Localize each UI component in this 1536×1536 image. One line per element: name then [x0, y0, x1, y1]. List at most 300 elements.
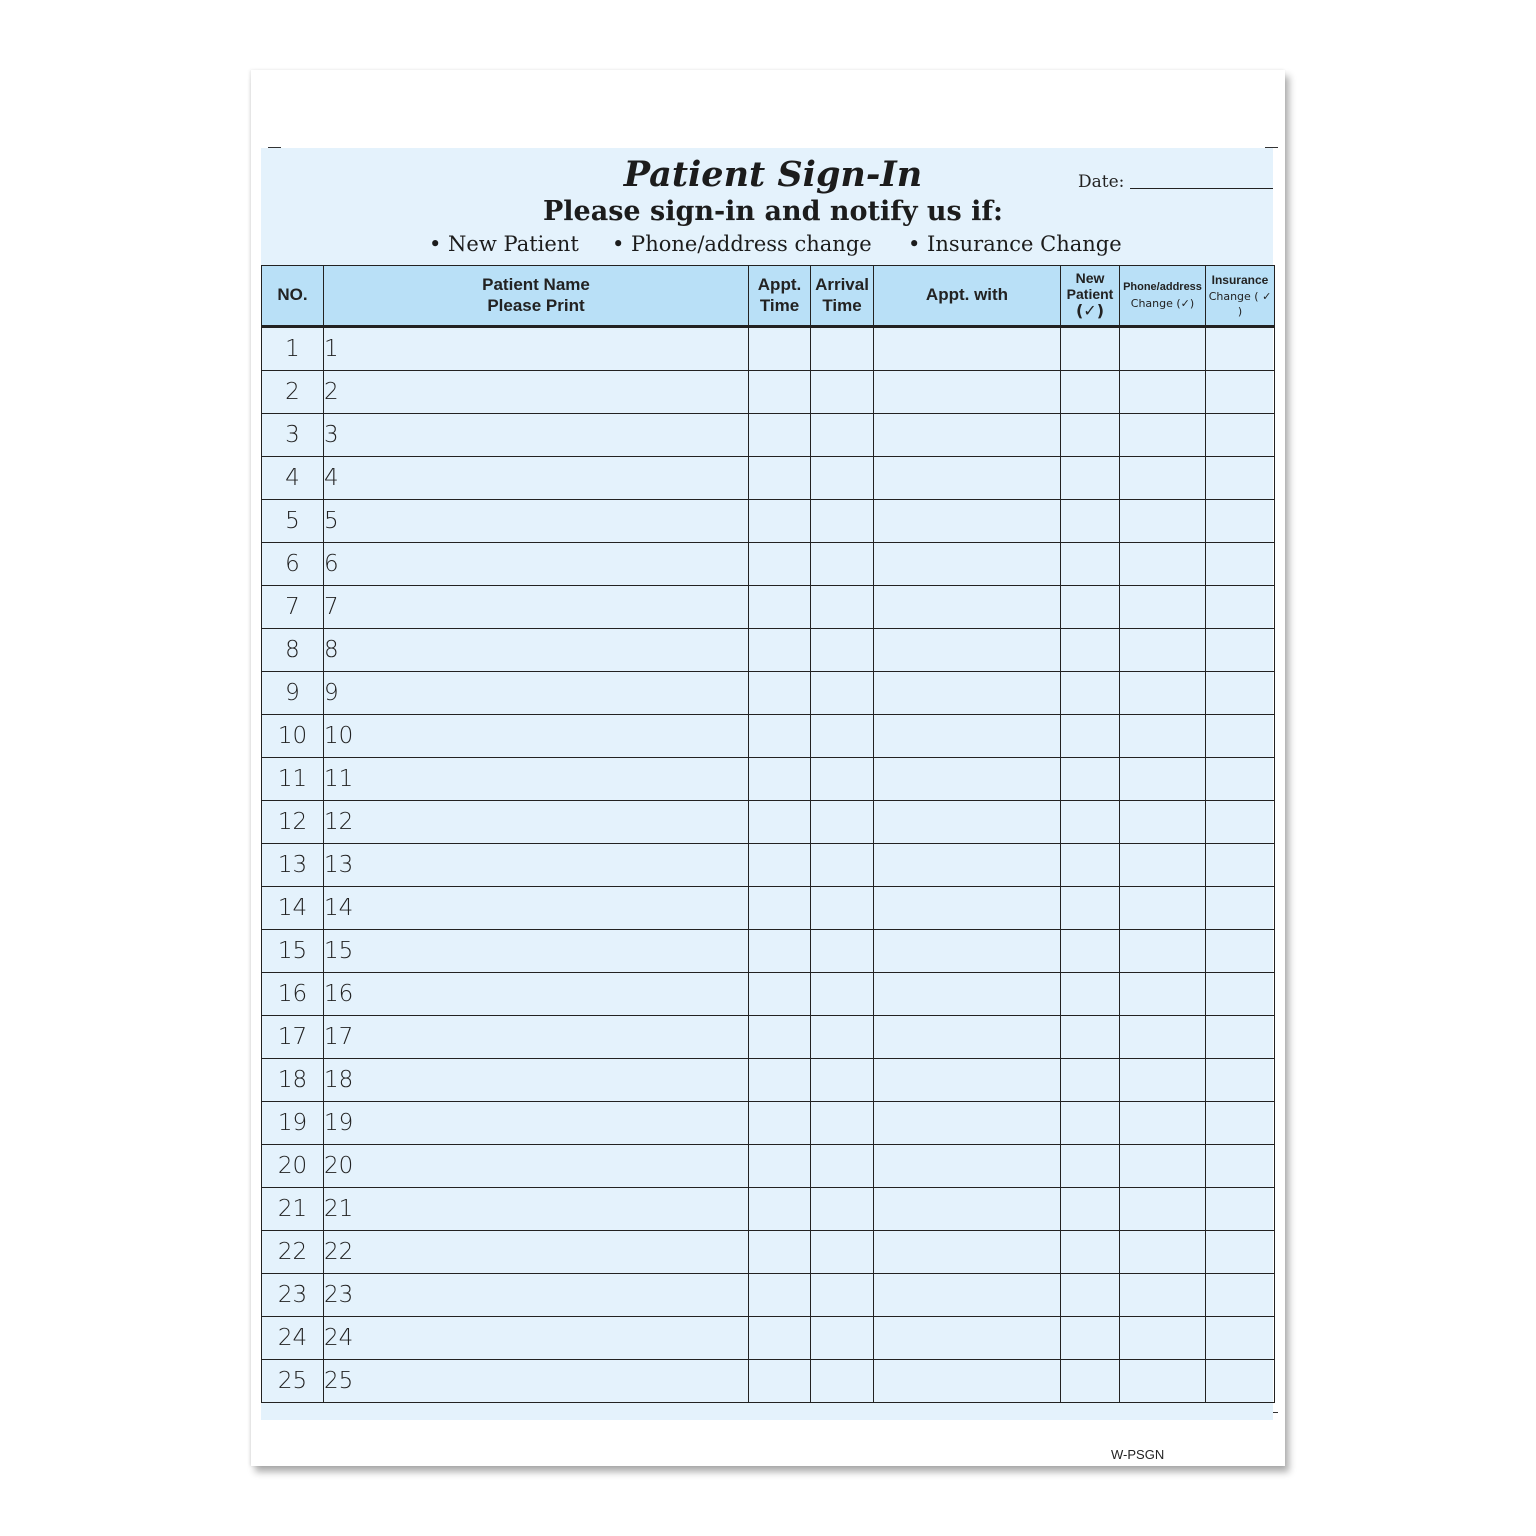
appt-with-cell[interactable]: [874, 1188, 1061, 1231]
appt-time-cell[interactable]: [749, 327, 811, 371]
table-row: [262, 1059, 1275, 1102]
appt-time-cell[interactable]: [749, 1059, 811, 1102]
row-number-cell: [262, 1274, 324, 1317]
insurance-check-cell[interactable]: [1206, 371, 1275, 414]
patient-name-cell[interactable]: [324, 887, 749, 930]
table-row: [262, 500, 1275, 543]
column-header-phone-address-change: [1120, 266, 1206, 327]
column-header-appt-with: [874, 266, 1061, 327]
row-number: 25: [277, 1368, 308, 1394]
table-row: [262, 801, 1275, 844]
new-patient-check-cell[interactable]: [1061, 500, 1120, 543]
new-patient-check-cell[interactable]: [1061, 887, 1120, 930]
row-number: 24: [277, 1325, 308, 1351]
insurance-check-cell[interactable]: [1206, 1059, 1275, 1102]
patient-name-row-number: 3: [324, 422, 339, 448]
column-header-new-patient-line2: Patient: [1066, 286, 1114, 303]
appt-with-cell[interactable]: [874, 801, 1061, 844]
insurance-check-cell[interactable]: [1206, 715, 1275, 758]
patient-name-cell[interactable]: [324, 457, 749, 500]
row-number-cell: [262, 1145, 324, 1188]
patient-name-row-number: 4: [324, 465, 339, 491]
row-number: 13: [277, 852, 308, 878]
row-number-cell: [262, 371, 324, 414]
appt-with-cell[interactable]: [874, 1059, 1061, 1102]
arrival-time-cell[interactable]: [811, 1317, 874, 1360]
patient-name-cell[interactable]: [324, 672, 749, 715]
row-number: 15: [277, 938, 308, 964]
patient-name-cell[interactable]: [324, 1360, 749, 1403]
insurance-check-cell[interactable]: [1206, 543, 1275, 586]
column-header-insurance-line1: Insurance: [1211, 272, 1269, 287]
form-code: W-PSGN: [1111, 1447, 1165, 1462]
arrival-time-cell[interactable]: [811, 1016, 874, 1059]
appt-with-cell[interactable]: [874, 973, 1061, 1016]
patient-name-row-number: 18: [324, 1067, 354, 1093]
appt-with-cell[interactable]: [874, 500, 1061, 543]
appt-time-cell[interactable]: [749, 973, 811, 1016]
row-number-cell: [262, 1360, 324, 1403]
new-patient-check-cell[interactable]: [1061, 801, 1120, 844]
column-header-insurance-line2: Change ( ✓ ): [1208, 289, 1272, 318]
appt-time-cell[interactable]: [749, 1231, 811, 1274]
patient-name-cell[interactable]: [324, 1188, 749, 1231]
new-patient-check-cell[interactable]: [1061, 543, 1120, 586]
patient-name-row-number: 17: [324, 1024, 354, 1050]
arrival-time-cell[interactable]: [811, 1274, 874, 1317]
patient-name-row-number: 15: [324, 938, 354, 964]
row-number: 21: [277, 1196, 308, 1222]
insurance-check-cell[interactable]: [1206, 1016, 1275, 1059]
phone-address-check-cell[interactable]: [1120, 500, 1206, 543]
table-row: [262, 1188, 1275, 1231]
phone-address-check-cell[interactable]: [1120, 801, 1206, 844]
row-number-cell: [262, 1102, 324, 1145]
row-number: 20: [277, 1153, 308, 1179]
sign-in-form: [261, 148, 1273, 1420]
column-header-patient-name-line1: Patient Name: [482, 274, 590, 294]
insurance-check-cell[interactable]: [1206, 1145, 1275, 1188]
patient-name-cell[interactable]: [324, 1274, 749, 1317]
new-patient-check-cell[interactable]: [1061, 1274, 1120, 1317]
appt-with-cell[interactable]: [874, 930, 1061, 973]
table-row: [262, 758, 1275, 801]
column-header-patient-name: [324, 266, 749, 327]
appt-time-cell[interactable]: [749, 457, 811, 500]
insurance-check-cell[interactable]: [1206, 457, 1275, 500]
table-row: [262, 457, 1275, 500]
table-row: [262, 1231, 1275, 1274]
phone-address-check-cell[interactable]: [1120, 543, 1206, 586]
patient-name-row-number: 13: [324, 852, 354, 878]
phone-address-check-cell[interactable]: [1120, 371, 1206, 414]
row-number-cell: [262, 586, 324, 629]
arrival-time-cell[interactable]: [811, 586, 874, 629]
appt-time-cell[interactable]: [749, 1317, 811, 1360]
table-header-row: [262, 266, 1275, 327]
insurance-check-cell[interactable]: [1206, 758, 1275, 801]
patient-name-row-number: 22: [324, 1239, 354, 1265]
row-number: 23: [277, 1282, 308, 1308]
row-number: 2: [285, 379, 300, 405]
patient-name-cell[interactable]: [324, 629, 749, 672]
patient-name-cell[interactable]: [324, 1145, 749, 1188]
arrival-time-cell[interactable]: [811, 715, 874, 758]
new-patient-check-cell[interactable]: [1061, 973, 1120, 1016]
date-label: Date:: [1078, 172, 1125, 192]
patient-name-row-number: 21: [324, 1196, 354, 1222]
row-number: 16: [277, 981, 308, 1007]
phone-address-check-cell[interactable]: [1120, 1274, 1206, 1317]
row-number: 12: [277, 809, 308, 835]
phone-address-check-cell[interactable]: [1120, 887, 1206, 930]
appt-with-cell[interactable]: [874, 371, 1061, 414]
appt-time-cell[interactable]: [749, 672, 811, 715]
phone-address-check-cell[interactable]: [1120, 1188, 1206, 1231]
row-number-cell: [262, 715, 324, 758]
patient-name-row-number: 19: [324, 1110, 354, 1136]
appt-time-cell[interactable]: [749, 629, 811, 672]
form-subtitle: Please sign-in and notify us if:: [542, 196, 1003, 227]
appt-time-cell[interactable]: [749, 500, 811, 543]
insurance-check-cell[interactable]: [1206, 887, 1275, 930]
arrival-time-cell[interactable]: [811, 414, 874, 457]
row-number: 9: [285, 680, 300, 706]
appt-time-cell[interactable]: [749, 844, 811, 887]
arrival-time-cell[interactable]: [811, 1059, 874, 1102]
insurance-check-cell[interactable]: [1206, 586, 1275, 629]
phone-address-check-cell[interactable]: [1120, 457, 1206, 500]
row-number: 5: [285, 508, 300, 534]
appt-time-cell[interactable]: [749, 586, 811, 629]
column-header-arrival-time: [811, 266, 874, 327]
patient-name-row-number: 10: [324, 723, 354, 749]
patient-name-row-number: 25: [324, 1368, 354, 1394]
table-row: [262, 586, 1275, 629]
new-patient-check-cell[interactable]: [1061, 1360, 1120, 1403]
insurance-check-cell[interactable]: [1206, 1274, 1275, 1317]
patient-name-row-number: 9: [324, 680, 339, 706]
table-row: [262, 930, 1275, 973]
column-header-no-label: NO.: [277, 285, 308, 305]
arrival-time-cell[interactable]: [811, 1188, 874, 1231]
new-patient-check-cell[interactable]: [1061, 1317, 1120, 1360]
row-number: 1: [285, 336, 300, 362]
row-number: 18: [277, 1067, 308, 1093]
new-patient-check-cell[interactable]: [1061, 1145, 1120, 1188]
row-number: 8: [285, 637, 300, 663]
patient-name-cell[interactable]: [324, 500, 749, 543]
row-number-cell: [262, 758, 324, 801]
appt-time-cell[interactable]: [749, 1274, 811, 1317]
arrival-time-cell[interactable]: [811, 1360, 874, 1403]
appt-with-cell[interactable]: [874, 758, 1061, 801]
arrival-time-cell[interactable]: [811, 887, 874, 930]
row-number-cell: [262, 887, 324, 930]
appt-time-cell[interactable]: [749, 1360, 811, 1403]
sign-in-rows: [262, 327, 1275, 1403]
appt-time-cell[interactable]: [749, 371, 811, 414]
appt-with-cell[interactable]: [874, 672, 1061, 715]
appt-with-cell[interactable]: [874, 1317, 1061, 1360]
patient-name-cell[interactable]: [324, 586, 749, 629]
appt-time-cell[interactable]: [749, 1016, 811, 1059]
new-patient-check-cell[interactable]: [1061, 1102, 1120, 1145]
arrival-time-cell[interactable]: [811, 1102, 874, 1145]
appt-with-cell[interactable]: [874, 844, 1061, 887]
patient-name-row-number: 7: [324, 594, 339, 620]
appt-with-cell[interactable]: [874, 1274, 1061, 1317]
insurance-check-cell[interactable]: [1206, 629, 1275, 672]
patient-name-cell[interactable]: [324, 371, 749, 414]
patient-name-row-number: 8: [324, 637, 339, 663]
arrival-time-cell[interactable]: [811, 457, 874, 500]
row-number: 22: [277, 1239, 308, 1265]
bullet-new-patient: • New Patient: [429, 232, 579, 256]
new-patient-check-cell[interactable]: [1061, 1016, 1120, 1059]
column-header-patient-name-line2: Please Print: [487, 295, 585, 315]
column-header-appt-time-line2: Time: [759, 295, 800, 315]
column-header-phone-address-line2: Change (✓): [1130, 296, 1195, 310]
patient-name-row-number: 5: [324, 508, 339, 534]
arrival-time-cell[interactable]: [811, 371, 874, 414]
appt-with-cell[interactable]: [874, 715, 1061, 758]
patient-name-row-number: 6: [324, 551, 339, 577]
phone-address-check-cell[interactable]: [1120, 715, 1206, 758]
appt-time-cell[interactable]: [749, 715, 811, 758]
patient-name-row-number: 12: [324, 809, 354, 835]
phone-address-check-cell[interactable]: [1120, 1059, 1206, 1102]
patient-name-cell[interactable]: [324, 1059, 749, 1102]
appt-with-cell[interactable]: [874, 887, 1061, 930]
table-row: [262, 1145, 1275, 1188]
phone-address-check-cell[interactable]: [1120, 414, 1206, 457]
table-row: [262, 1274, 1275, 1317]
arrival-time-cell[interactable]: [811, 629, 874, 672]
new-patient-check-cell[interactable]: [1061, 1188, 1120, 1231]
insurance-check-cell[interactable]: [1206, 672, 1275, 715]
phone-address-check-cell[interactable]: [1120, 1360, 1206, 1403]
appt-with-cell[interactable]: [874, 1145, 1061, 1188]
table-row: [262, 1317, 1275, 1360]
arrival-time-cell[interactable]: [811, 1231, 874, 1274]
patient-name-row-number: 16: [324, 981, 354, 1007]
row-number-cell: [262, 1231, 324, 1274]
row-number-cell: [262, 543, 324, 586]
table-row: [262, 973, 1275, 1016]
phone-address-check-cell[interactable]: [1120, 586, 1206, 629]
appt-with-cell[interactable]: [874, 327, 1061, 371]
phone-address-check-cell[interactable]: [1120, 1145, 1206, 1188]
table-row: [262, 543, 1275, 586]
patient-name-cell[interactable]: [324, 844, 749, 887]
insurance-check-cell[interactable]: [1206, 327, 1275, 371]
row-number: 19: [277, 1110, 308, 1136]
patient-name-row-number: 23: [324, 1282, 354, 1308]
phone-address-check-cell[interactable]: [1120, 930, 1206, 973]
bullet-insurance-change: • Insurance Change: [908, 232, 1122, 256]
new-patient-check-cell[interactable]: [1061, 1231, 1120, 1274]
insurance-check-cell[interactable]: [1206, 1317, 1275, 1360]
appt-with-cell[interactable]: [874, 1102, 1061, 1145]
table-row: [262, 672, 1275, 715]
insurance-check-cell[interactable]: [1206, 1360, 1275, 1403]
phone-address-check-cell[interactable]: [1120, 1231, 1206, 1274]
date-field[interactable]: [1078, 172, 1273, 192]
arrival-time-cell[interactable]: [811, 801, 874, 844]
appt-with-cell[interactable]: [874, 1016, 1061, 1059]
appt-with-cell[interactable]: [874, 543, 1061, 586]
appt-with-cell[interactable]: [874, 414, 1061, 457]
patient-name-cell[interactable]: [324, 414, 749, 457]
arrival-time-cell[interactable]: [811, 973, 874, 1016]
row-number-cell: [262, 1016, 324, 1059]
insurance-check-cell[interactable]: [1206, 1188, 1275, 1231]
arrival-time-cell[interactable]: [811, 930, 874, 973]
arrival-time-cell[interactable]: [811, 327, 874, 371]
patient-name-cell[interactable]: [324, 715, 749, 758]
patient-name-cell[interactable]: [324, 1016, 749, 1059]
column-header-appt-time-line1: Appt.: [757, 274, 802, 294]
row-number: 14: [277, 895, 308, 921]
patient-name-cell[interactable]: [324, 973, 749, 1016]
new-patient-check-cell[interactable]: [1061, 327, 1120, 371]
column-header-insurance-change: [1206, 266, 1275, 327]
row-number-cell: [262, 327, 324, 371]
patient-name-cell[interactable]: [324, 1231, 749, 1274]
new-patient-check-cell[interactable]: [1061, 758, 1120, 801]
phone-address-check-cell[interactable]: [1120, 758, 1206, 801]
row-number-cell: [262, 500, 324, 543]
column-header-appt-with-label: Appt. with: [925, 285, 1009, 305]
table-row: [262, 327, 1275, 371]
patient-name-cell[interactable]: [324, 543, 749, 586]
patient-name-row-number: 14: [324, 895, 354, 921]
column-header-appt-time: [749, 266, 811, 327]
arrival-time-cell[interactable]: [811, 844, 874, 887]
new-patient-check-cell[interactable]: [1061, 715, 1120, 758]
column-header-new-patient-line1: New: [1075, 270, 1105, 287]
new-patient-check-cell[interactable]: [1061, 930, 1120, 973]
row-number-cell: [262, 414, 324, 457]
table-row: [262, 371, 1275, 414]
row-number-cell: [262, 1188, 324, 1231]
row-number-cell: [262, 1059, 324, 1102]
patient-name-cell[interactable]: [324, 801, 749, 844]
row-number: 7: [285, 594, 300, 620]
appt-with-cell[interactable]: [874, 586, 1061, 629]
phone-address-check-cell[interactable]: [1120, 672, 1206, 715]
new-patient-check-cell[interactable]: [1061, 1059, 1120, 1102]
table-row: [262, 844, 1275, 887]
appt-time-cell[interactable]: [749, 543, 811, 586]
row-number-cell: [262, 457, 324, 500]
row-number-cell: [262, 801, 324, 844]
table-row: [262, 1016, 1275, 1059]
insurance-check-cell[interactable]: [1206, 801, 1275, 844]
phone-address-check-cell[interactable]: [1120, 973, 1206, 1016]
table-row: [262, 1360, 1275, 1403]
insurance-check-cell[interactable]: [1206, 844, 1275, 887]
appt-with-cell[interactable]: [874, 1360, 1061, 1403]
patient-name-cell[interactable]: [324, 1317, 749, 1360]
arrival-time-cell[interactable]: [811, 543, 874, 586]
phone-address-check-cell[interactable]: [1120, 844, 1206, 887]
new-patient-check-cell[interactable]: [1061, 844, 1120, 887]
phone-address-check-cell[interactable]: [1120, 1317, 1206, 1360]
row-number: 6: [285, 551, 300, 577]
row-number-cell: [262, 672, 324, 715]
column-header-new-patient-line3: (✓): [1075, 301, 1105, 321]
appt-with-cell[interactable]: [874, 629, 1061, 672]
arrival-time-cell[interactable]: [811, 672, 874, 715]
row-number: 10: [277, 723, 308, 749]
insurance-check-cell[interactable]: [1206, 500, 1275, 543]
insurance-check-cell[interactable]: [1206, 414, 1275, 457]
appt-time-cell[interactable]: [749, 887, 811, 930]
appt-time-cell[interactable]: [749, 1102, 811, 1145]
new-patient-check-cell[interactable]: [1061, 414, 1120, 457]
phone-address-check-cell[interactable]: [1120, 629, 1206, 672]
new-patient-check-cell[interactable]: [1061, 371, 1120, 414]
appt-time-cell[interactable]: [749, 801, 811, 844]
new-patient-check-cell[interactable]: [1061, 672, 1120, 715]
insurance-check-cell[interactable]: [1206, 973, 1275, 1016]
table-row: [262, 629, 1275, 672]
date-line[interactable]: [1130, 188, 1273, 189]
insurance-check-cell[interactable]: [1206, 1102, 1275, 1145]
form-sheet: [251, 70, 1285, 1466]
new-patient-check-cell[interactable]: [1061, 586, 1120, 629]
table-row: [262, 715, 1275, 758]
arrival-time-cell[interactable]: [811, 1145, 874, 1188]
patient-name-cell[interactable]: [324, 930, 749, 973]
patient-name-cell[interactable]: [324, 758, 749, 801]
phone-address-check-cell[interactable]: [1120, 327, 1206, 371]
new-patient-check-cell[interactable]: [1061, 629, 1120, 672]
insurance-check-cell[interactable]: [1206, 930, 1275, 973]
column-header-phone-address-line1: Phone/address: [1123, 281, 1202, 293]
column-header-no: [262, 266, 324, 327]
row-number-cell: [262, 629, 324, 672]
arrival-time-cell[interactable]: [811, 500, 874, 543]
row-number: 17: [277, 1024, 308, 1050]
phone-address-check-cell[interactable]: [1120, 1102, 1206, 1145]
appt-time-cell[interactable]: [749, 414, 811, 457]
table-row: [262, 887, 1275, 930]
row-number-cell: [262, 930, 324, 973]
row-number: 3: [285, 422, 300, 448]
patient-name-row-number: 1: [324, 336, 339, 362]
insurance-check-cell[interactable]: [1206, 1231, 1275, 1274]
bullet-phone-address-change: • Phone/address change: [612, 232, 872, 256]
arrival-time-cell[interactable]: [811, 758, 874, 801]
row-number: 4: [285, 465, 300, 491]
appt-time-cell[interactable]: [749, 758, 811, 801]
row-number-cell: [262, 1317, 324, 1360]
appt-time-cell[interactable]: [749, 1145, 811, 1188]
patient-name-cell[interactable]: [324, 327, 749, 371]
phone-address-check-cell[interactable]: [1120, 1016, 1206, 1059]
appt-time-cell[interactable]: [749, 1188, 811, 1231]
patient-name-row-number: 24: [324, 1325, 354, 1351]
column-header-new-patient: [1061, 266, 1120, 327]
appt-with-cell[interactable]: [874, 457, 1061, 500]
appt-with-cell[interactable]: [874, 1231, 1061, 1274]
patient-name-cell[interactable]: [324, 1102, 749, 1145]
appt-time-cell[interactable]: [749, 930, 811, 973]
new-patient-check-cell[interactable]: [1061, 457, 1120, 500]
